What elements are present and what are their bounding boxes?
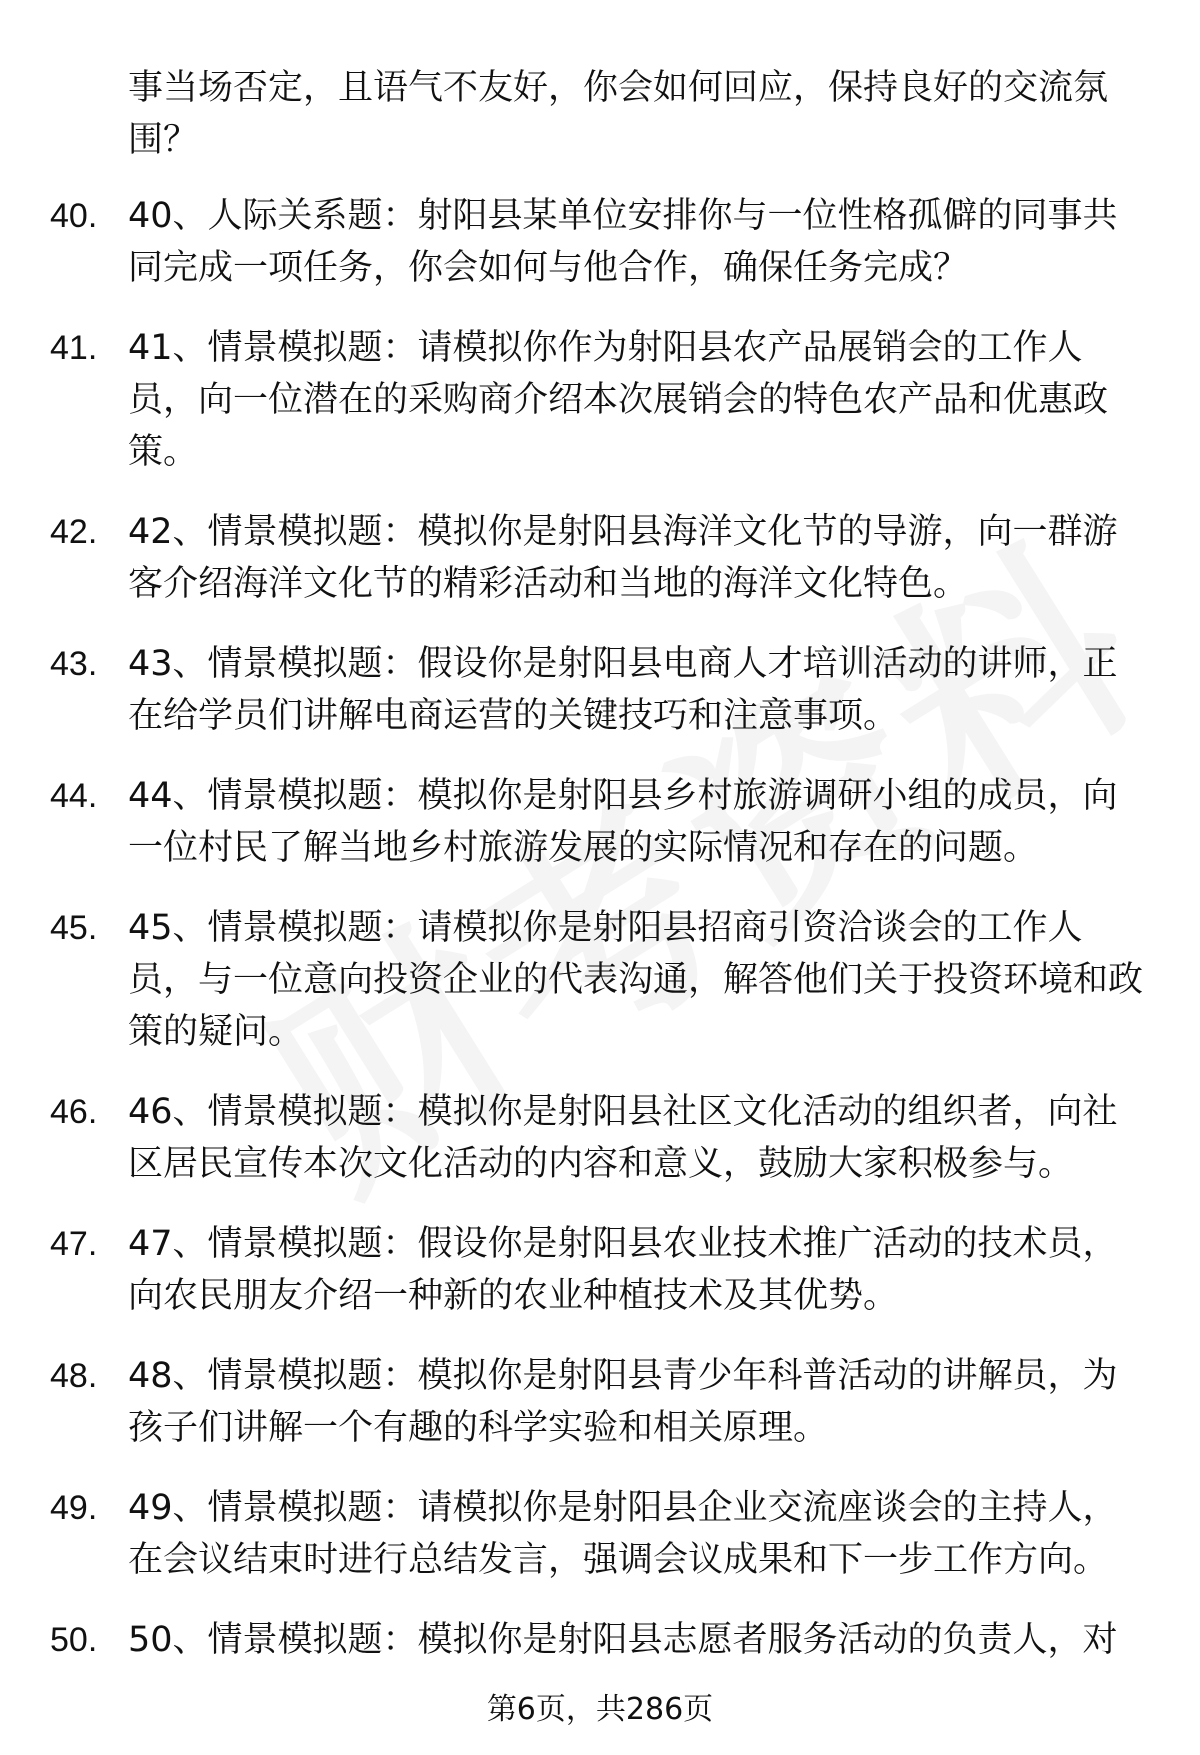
question-number: 50.: [50, 1621, 98, 1659]
question-number: 43.: [50, 645, 98, 683]
question-number: 40.: [50, 197, 98, 235]
question-text: 48、情景模拟题：模拟你是射阳县青少年科普活动的讲解员，为孩子们讲解一个有趣的科学实验和相关原理。: [128, 1356, 1118, 1448]
question-list: [0, 190, 1200, 1694]
question-item: [0, 506, 1200, 610]
question-item: [0, 1482, 1200, 1586]
question-text: 45、情景模拟题：请模拟你是射阳县招商引资洽谈会的工作人员，与一位意向投资企业的代表沟通，解答他们关于投资环境和政策的疑问。: [128, 908, 1144, 1052]
question-item: [0, 322, 1200, 478]
question-text: 43、情景模拟题：假设你是射阳县电商人才培训活动的讲师，正在给学员们讲解电商运营的关键技巧和注意事项。: [128, 644, 1118, 736]
question-number: 47.: [50, 1225, 98, 1263]
question-continuation: 事当场否定，且语气不友好，你会如何回应，保持良好的交流氛围？: [128, 68, 1109, 160]
question-number: 48.: [50, 1357, 98, 1395]
question-number: 41.: [50, 329, 98, 367]
question-item: [0, 1614, 1200, 1666]
question-item: [0, 770, 1200, 874]
question-text: 50、情景模拟题：模拟你是射阳县志愿者服务活动的负责人，对: [128, 1620, 1118, 1660]
question-item: [0, 1218, 1200, 1322]
page-footer: 第6页，共286页: [486, 1692, 714, 1727]
question-number: 49.: [50, 1489, 98, 1527]
question-text: 49、情景模拟题：请模拟你是射阳县企业交流座谈会的主持人，在会议结束时进行总结发言，强调会议成果和下一步工作方向。: [128, 1488, 1118, 1580]
question-number: 46.: [50, 1093, 98, 1131]
question-number: 44.: [50, 777, 98, 815]
question-item: [0, 638, 1200, 742]
question-number: 45.: [50, 909, 98, 947]
question-item: [0, 190, 1200, 294]
question-item: [0, 1086, 1200, 1190]
question-text: 47、情景模拟题：假设你是射阳县农业技术推广活动的技术员，向农民朋友介绍一种新的农业种植技术及其优势。: [128, 1224, 1118, 1316]
question-text: 46、情景模拟题：模拟你是射阳县社区文化活动的组织者，向社区居民宣传本次文化活动的内容和意义，鼓励大家积极参与。: [128, 1092, 1118, 1184]
question-number: 42.: [50, 513, 98, 551]
question-item: [0, 902, 1200, 1058]
question-text: 41、情景模拟题：请模拟你作为射阳县农产品展销会的工作人员，向一位潜在的采购商介绍本次展销会的特色农产品和优惠政策。: [128, 328, 1109, 472]
question-text: 44、情景模拟题：模拟你是射阳县乡村旅游调研小组的成员，向一位村民了解当地乡村旅游发展的实际情况和存在的问题。: [128, 776, 1118, 868]
question-item: [0, 1350, 1200, 1454]
question-text: 40、人际关系题：射阳县某单位安排你与一位性格孤僻的同事共同完成一项任务，你会如何与他合作，确保任务完成？: [128, 196, 1118, 288]
question-text: 42、情景模拟题：模拟你是射阳县海洋文化节的导游，向一群游客介绍海洋文化节的精彩活动和当地的海洋文化特色。: [128, 512, 1118, 604]
